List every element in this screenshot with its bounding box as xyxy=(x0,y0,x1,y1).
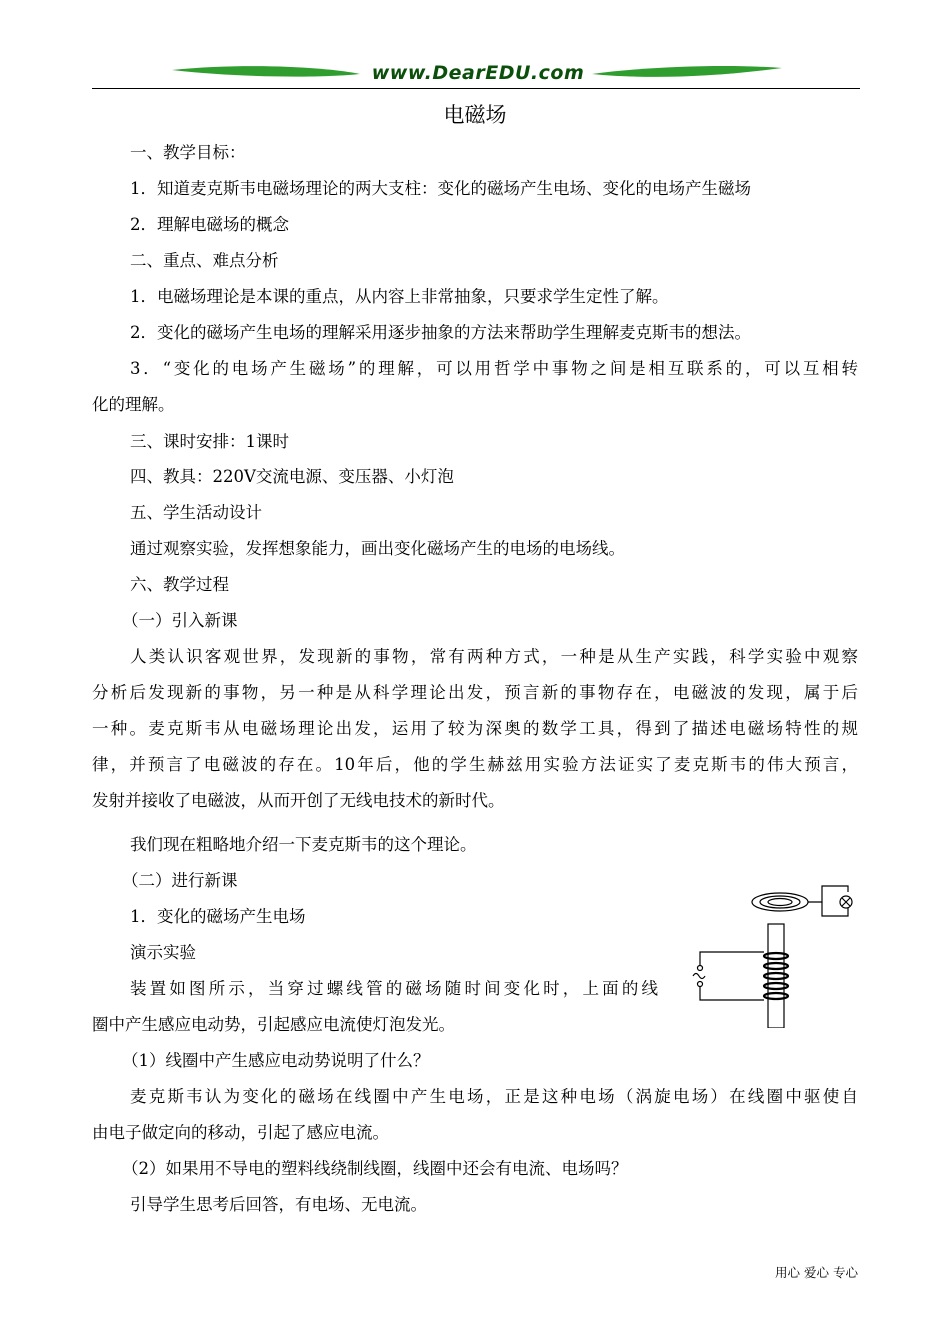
paragraph-line: 发射并接收了电磁波，从而开创了无线电技术的新时代。 xyxy=(92,791,505,810)
site-url[interactable]: www.DearEDU.com xyxy=(371,62,585,84)
paragraph-line: 我们现在粗略地介绍一下麦克斯韦的这个理论。 xyxy=(130,835,477,854)
paragraph-line: 2．变化的磁场产生电场的理解采用逐步抽象的方法来帮助学生理解麦克斯韦的想法。 xyxy=(130,323,751,342)
document-title: 电磁场 xyxy=(443,103,507,127)
section-heading: 五、学生活动设计 xyxy=(130,503,262,522)
paragraph-line: 分析后发现新的事物，另一种是从科学理论出发，预言新的事物存在，电磁波的发现，属于后 xyxy=(92,683,858,702)
section-heading: 二、重点、难点分析 xyxy=(130,251,279,270)
paragraph-line: 由电子做定向的移动，引起了感应电流。 xyxy=(92,1123,389,1142)
section-heading: 三、课时安排：1课时 xyxy=(130,432,289,451)
question-line: （1）线圈中产生感应电动势说明了什么？ xyxy=(122,1051,430,1070)
paragraph-line: 3．“变化的电场产生磁场”的理解，可以用哲学中事物之间是相互联系的，可以互相转 xyxy=(130,359,858,378)
paragraph-line: 演示实验 xyxy=(130,943,196,962)
subsection-heading: （二）进行新课 xyxy=(122,871,238,890)
page-footer: 用心 爱心 专心 xyxy=(775,1265,858,1280)
paragraph-line: 人类认识客观世界，发现新的事物，常有两种方式，一种是从生产实践，科学实验中观察 xyxy=(130,647,858,666)
paragraph-line: 2．理解电磁场的概念 xyxy=(130,215,289,234)
upper-coil xyxy=(752,886,848,916)
paragraph-line: 麦克斯韦认为变化的磁场在线圈中产生电场，正是这种电场（涡旋电场）在线圈中驱使自 xyxy=(130,1087,858,1106)
section-heading: 六、教学过程 xyxy=(130,575,229,594)
paragraph-line: 装置如图所示，当穿过螺线管的磁场随时间变化时，上面的线 xyxy=(130,979,658,998)
header-rule xyxy=(92,88,860,89)
paragraph-line: 通过观察实验，发挥想象能力，画出变化磁场产生的电场的电场线。 xyxy=(130,539,625,558)
paragraph-line: 1．变化的磁场产生电场 xyxy=(130,907,306,926)
paragraph-line: 圈中产生感应电动势，引起感应电流使灯泡发光。 xyxy=(92,1015,455,1034)
banner-swoosh-left xyxy=(172,66,360,76)
ac-source-icon xyxy=(693,966,705,987)
paragraph-line: 1．知道麦克斯韦电磁场理论的两大支柱：变化的磁场产生电场、变化的电场产生磁场 xyxy=(130,179,751,198)
paragraph-line: 一种。麦克斯韦从电磁场理论出发，运用了较为深奥的数学工具，得到了描述电磁场特性的规 xyxy=(92,719,858,738)
solenoid-core xyxy=(768,924,784,1028)
subsection-heading: （一）引入新课 xyxy=(122,611,238,630)
lamp-icon xyxy=(840,896,852,908)
apparatus-figure xyxy=(688,872,860,1028)
paragraph-line: 引导学生思考后回答，有电场、无电流。 xyxy=(130,1195,427,1214)
circuit-wires xyxy=(700,952,764,1000)
paragraph-line: 1．电磁场理论是本课的重点，从内容上非常抽象，只要求学生定性了解。 xyxy=(130,287,669,306)
question-line: （2）如果用不导电的塑料线绕制线圈，线圈中还会有电流、电场吗？ xyxy=(122,1159,628,1178)
paragraph-line: 化的理解。 xyxy=(92,395,175,414)
paragraph-line: 律，并预言了电磁波的存在。10年后，他的学生赫兹用实验方法证实了麦克斯韦的伟大预言， xyxy=(92,755,858,774)
banner-swoosh-right xyxy=(592,66,782,77)
section-heading: 一、教学目标： xyxy=(130,143,246,162)
section-heading: 四、教具：220V交流电源、变压器、小灯泡 xyxy=(130,467,454,486)
